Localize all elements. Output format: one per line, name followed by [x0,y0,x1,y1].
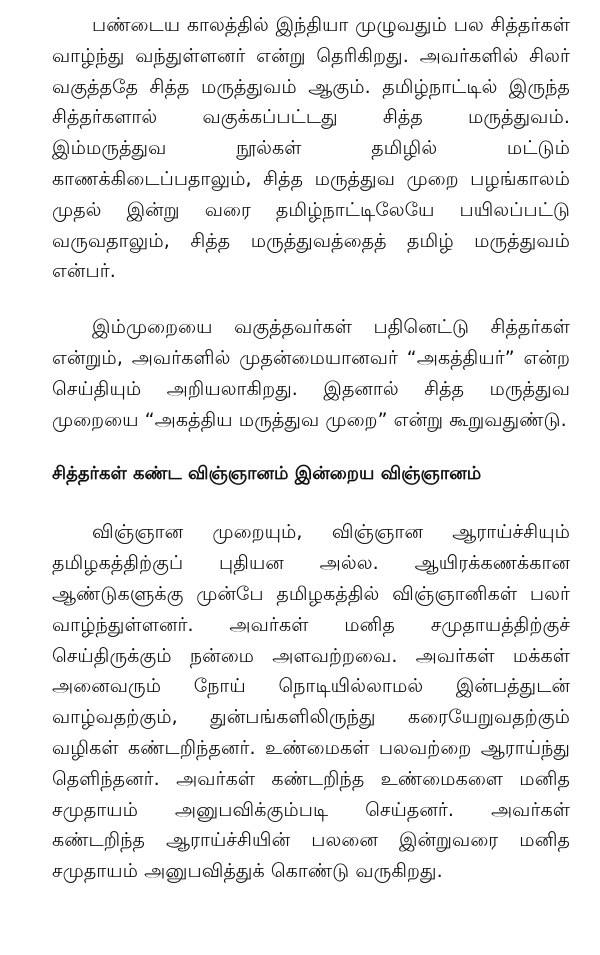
section-heading: சித்தர்கள் கண்ட விஞ்ஞானம் இன்றைய விஞ்ஞானம் [52,463,482,485]
paragraph-science: விஞ்ஞான முறையும், விஞ்ஞான ஆராய்ச்சியும் தமிழகத்திற்குப் புதியன அல்ல. ஆயிரக்கணக்கான ஆண்டுகளுக்கு முன்பே தமிழகத்தில் விஞ்ஞானிகள் பலர் வாழ்ந்துள்ளனர். அவர்கள் மனித சமுதாயத்திற்குச் செய்திருக்கும் நன்மை அளவற்றவை. அவர்கள் மக்கள் அனைவரும் நோய் நொடியில்லாமல் இன்பத்துடன் வாழ்வதற்கும், துன்பங்களிலிருந்து கரையேறுவதற்கும் வழிகள் கண்டறிந்தனர். உண்மைகள் பலவற்றை ஆராய்ந்து தெளிந்தனர். அவர்கள் கண்டறிந்த உண்மைகளை மனித சமுதாயம் அனுபவிக்கும்படி செய்தனர். அவர்கள் கண்டறிந்த ஆராய்ச்சியின் பலனை இன்றுவரை மனித சமுதாயம் அனுபவித்துக் கொண்டு வருகிறது. [52,521,570,883]
paragraph-siddha-origin: பண்டைய காலத்தில் இந்தியா முழுவதும் பல சித்தர்கள் வாழ்ந்து வந்துள்ளனர் என்று தெரிகிறது. அவர்களில் சிலர் வகுத்ததே சித்த மருத்துவம் ஆகும். தமிழ்நாட்டில் இருந்த சித்தர்களால் வகுக்கப்பட்டது சித்த மருத்துவம். இம்மருத்துவ நூல்கள் தமிழில் மட்டும் காணக்கிடைப்பதாலும், சித்த மருத்துவ முறை பழங்காலம் முதல் இன்று வரை தமிழ்நாட்டிலேயே பயிலப்பட்டு வருவதாலும், சித்த மருத்துவத்தைத் தமிழ் மருத்துவம் என்பர். [52,14,570,283]
paragraph-agathiyar: இம்முறையை வகுத்தவர்கள் பதினெட்டு சித்தர்கள் என்றும், அவர்களில் முதன்மையானவர் “அகத்தியர்” என்ற செய்தியும் அறியலாகிறது. இதனால் சித்த மருத்துவ முறையை “அகத்திய மருத்துவ முறை” என்று கூறுவதுண்டு. [52,316,570,431]
